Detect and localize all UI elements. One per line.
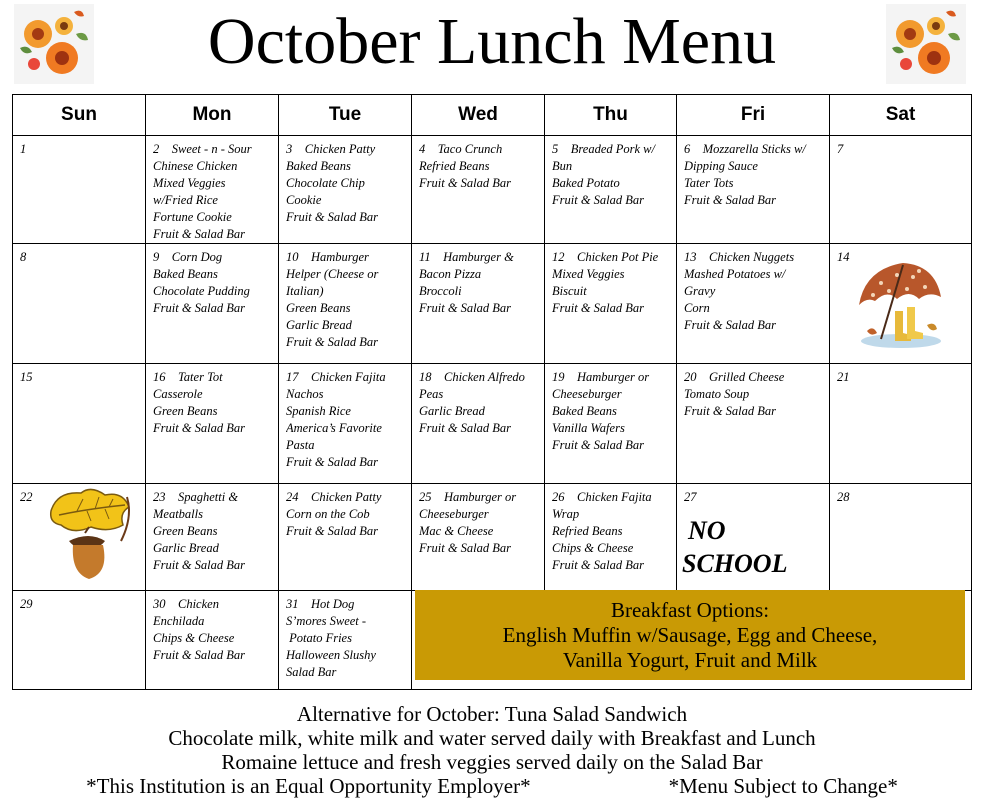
day-cell: [677, 364, 830, 484]
weekday-header: Fri: [677, 95, 830, 136]
menu-item: Baked Beans: [552, 404, 617, 418]
day-number-entry: 8: [20, 250, 27, 264]
menu-item: Biscuit: [552, 284, 587, 298]
day-number-entry: 7: [837, 142, 844, 156]
menu-item: Potato Fries: [286, 631, 352, 645]
day-number-entry: 19 Hamburger or: [552, 370, 650, 384]
weekday-header: Thu: [545, 95, 677, 136]
day-cell: [677, 244, 830, 364]
menu-item: Chips & Cheese: [552, 541, 634, 555]
menu-item: Fruit & Salad Bar: [419, 421, 512, 435]
week-row: [13, 244, 972, 364]
day-cell: [545, 364, 677, 484]
menu-item: Casserole: [153, 387, 203, 401]
day-cell: [545, 244, 677, 364]
footer-line: Romaine lettuce and fresh veggies served daily on the Salad Bar: [221, 750, 763, 774]
footer-line: Chocolate milk, white milk and water served daily with Breakfast and Lunch: [168, 726, 816, 750]
autumn-flowers-icon: [886, 4, 966, 84]
menu-item: Italian): [286, 284, 324, 298]
day-cell: [412, 484, 545, 591]
menu-item: Refried Beans: [552, 524, 623, 538]
menu-item: Baked Beans: [153, 267, 218, 281]
footer-disclaimer-row: [0, 774, 984, 798]
autumn-flowers-icon: [14, 4, 94, 84]
autumn-leaf-acorn-icon: [47, 487, 133, 581]
menu-item: Chocolate Pudding: [153, 284, 250, 298]
day-cell: [146, 136, 279, 244]
menu-item: Broccoli: [419, 284, 462, 298]
week-row: [13, 136, 972, 244]
menu-item: Mashed Potatoes w/: [684, 267, 786, 281]
day-cell: [146, 484, 279, 591]
menu-item: Garlic Bread: [286, 318, 352, 332]
menu-item: w/Fried Rice: [153, 193, 218, 207]
no-school-note: [684, 514, 823, 580]
day-cell: [279, 591, 412, 690]
menu-item: Fruit & Salad Bar: [684, 193, 777, 207]
day-number-entry: 16 Tater Tot: [153, 370, 223, 384]
menu-item: Halloween Slushy: [286, 648, 376, 662]
menu-item: S’mores Sweet -: [286, 614, 367, 628]
menu-item: Enchilada: [153, 614, 205, 628]
breakfast-options-box: [415, 590, 965, 680]
day-number-entry: 25 Hamburger or: [419, 490, 517, 504]
weekday-header: Sun: [13, 95, 146, 136]
day-number-entry: 5 Breaded Pork w/: [552, 142, 655, 156]
day-cell: [545, 484, 677, 591]
day-number-entry: 30 Chicken: [153, 597, 219, 611]
no-school-line: NO: [688, 516, 726, 545]
menu-item: Baked Beans: [286, 159, 351, 173]
day-cell: [677, 484, 830, 591]
menu-item: Fruit & Salad Bar: [552, 193, 645, 207]
menu-item: Chinese Chicken: [153, 159, 238, 173]
day-number-entry: 26 Chicken Fajita: [552, 490, 652, 504]
day-cell: [279, 244, 412, 364]
menu-item: Chips & Cheese: [153, 631, 235, 645]
day-number-entry: 22: [20, 490, 33, 504]
day-number-entry: 21: [837, 370, 850, 384]
day-number-entry: 29: [20, 597, 33, 611]
menu-item: Bacon Pizza: [419, 267, 482, 281]
menu-item: Dipping Sauce: [684, 159, 758, 173]
menu-change-note: *Menu Subject to Change*: [668, 774, 898, 798]
menu-item: Fruit & Salad Bar: [286, 524, 379, 538]
day-number-entry: 1: [20, 142, 27, 156]
day-cell: [677, 136, 830, 244]
day-cell: [13, 136, 146, 244]
menu-item: Green Beans: [286, 301, 351, 315]
menu-item: Green Beans: [153, 524, 218, 538]
day-number-entry: 4 Taco Crunch: [419, 142, 503, 156]
breakfast-line: English Muffin w/Sausage, Egg and Cheese,: [502, 623, 878, 647]
day-number-entry: 24 Chicken Patty: [286, 490, 382, 504]
breakfast-line: Vanilla Yogurt, Fruit and Milk: [562, 648, 818, 672]
menu-item: Fruit & Salad Bar: [153, 301, 246, 315]
menu-item: Cheeseburger: [552, 387, 622, 401]
menu-item: Nachos: [286, 387, 324, 401]
menu-item: Garlic Bread: [419, 404, 485, 418]
day-number-entry: 14: [837, 250, 850, 264]
breakfast-heading: Breakfast Options:: [610, 598, 770, 622]
menu-item: Garlic Bread: [153, 541, 219, 555]
day-cell: [146, 364, 279, 484]
menu-item: Helper (Cheese or: [286, 267, 379, 281]
day-number-entry: 10 Hamburger: [286, 250, 369, 264]
week-row: [13, 364, 972, 484]
day-number-entry: 3 Chicken Patty: [286, 142, 376, 156]
day-cell: [412, 364, 545, 484]
menu-item: Fruit & Salad Bar: [684, 318, 777, 332]
menu-item: Tomato Soup: [684, 387, 750, 401]
menu-item: Tater Tots: [684, 176, 734, 190]
no-school-line: SCHOOL: [682, 549, 788, 578]
weekday-header: Mon: [146, 95, 279, 136]
menu-item: Fruit & Salad Bar: [419, 301, 512, 315]
menu-item: Spanish Rice: [286, 404, 351, 418]
week-row: [13, 484, 972, 591]
menu-item: Meatballs: [153, 507, 203, 521]
day-number-entry: 18 Chicken Alfredo: [419, 370, 525, 384]
day-cell: [412, 136, 545, 244]
weekday-header: Wed: [412, 95, 545, 136]
umbrella-rain-boots-icon: [851, 255, 945, 351]
menu-item: Mixed Veggies: [153, 176, 226, 190]
day-cell: [279, 364, 412, 484]
day-cell: [13, 244, 146, 364]
menu-item: Baked Potato: [552, 176, 620, 190]
day-number-entry: 6 Mozzarella Sticks w/: [684, 142, 806, 156]
day-number-entry: 31 Hot Dog: [286, 597, 355, 611]
day-number-entry: 28: [837, 490, 850, 504]
menu-item: Chocolate Chip: [286, 176, 365, 190]
day-number-entry: 17 Chicken Fajita: [286, 370, 386, 384]
menu-item: Fruit & Salad Bar: [419, 541, 512, 555]
day-cell: [830, 484, 972, 591]
menu-item: Fruit & Salad Bar: [153, 558, 246, 572]
menu-item: America’s Favorite: [286, 421, 382, 435]
menu-item: Fruit & Salad Bar: [153, 648, 246, 662]
day-cell: [279, 484, 412, 591]
day-number-entry: 23 Spaghetti &: [153, 490, 239, 504]
menu-item: Fruit & Salad Bar: [419, 176, 512, 190]
menu-item: Refried Beans: [419, 159, 490, 173]
weekday-header: Sat: [830, 95, 972, 136]
day-cell: [545, 136, 677, 244]
menu-item: Wrap: [552, 507, 580, 521]
day-cell: [146, 244, 279, 364]
day-number-entry: 11 Hamburger &: [419, 250, 514, 264]
weekday-header-row: [13, 95, 972, 136]
menu-item: Mixed Veggies: [552, 267, 625, 281]
day-cell: [830, 364, 972, 484]
day-number-entry: 12 Chicken Pot Pie: [552, 250, 659, 264]
menu-item: Peas: [419, 387, 444, 401]
menu-item: Green Beans: [153, 404, 218, 418]
menu-item: Pasta: [286, 438, 315, 452]
menu-item: Fortune Cookie: [153, 210, 232, 224]
menu-item: Fruit & Salad Bar: [552, 301, 645, 315]
day-number-entry: 20 Grilled Cheese: [684, 370, 785, 384]
menu-item: Fruit & Salad Bar: [286, 455, 379, 469]
menu-item: Cheeseburger: [419, 507, 489, 521]
weekday-header: Tue: [279, 95, 412, 136]
menu-item: Corn: [684, 301, 710, 315]
day-cell: [830, 136, 972, 244]
day-number-entry: 15: [20, 370, 33, 384]
day-number-entry: 13 Chicken Nuggets: [684, 250, 795, 264]
equal-opportunity-note: *This Institution is an Equal Opportunity Employer*: [86, 774, 531, 798]
day-number-entry: 9 Corn Dog: [153, 250, 223, 264]
footer-notes: [0, 702, 984, 798]
menu-item: Gravy: [684, 284, 716, 298]
menu-item: Salad Bar: [286, 665, 337, 679]
day-cell: [13, 591, 146, 690]
menu-item: Fruit & Salad Bar: [286, 335, 379, 349]
day-cell: [146, 591, 279, 690]
menu-item: Fruit & Salad Bar: [153, 227, 246, 241]
menu-item: Fruit & Salad Bar: [552, 438, 645, 452]
page-title: October Lunch Menu: [207, 5, 777, 78]
day-number-entry: 2 Sweet - n - Sour: [153, 142, 252, 156]
menu-item: Mac & Cheese: [419, 524, 494, 538]
menu-item: Fruit & Salad Bar: [684, 404, 777, 418]
menu-item: Vanilla Wafers: [552, 421, 625, 435]
day-cell: [13, 364, 146, 484]
menu-item: Fruit & Salad Bar: [552, 558, 645, 572]
menu-item: Fruit & Salad Bar: [286, 210, 379, 224]
menu-item: Corn on the Cob: [286, 507, 370, 521]
menu-item: Bun: [552, 159, 573, 173]
menu-item: Cookie: [286, 193, 322, 207]
day-cell: [412, 244, 545, 364]
day-cell: [279, 136, 412, 244]
day-number-entry: 27: [684, 490, 697, 504]
menu-item: Fruit & Salad Bar: [153, 421, 246, 435]
footer-line: Alternative for October: Tuna Salad Sandwich: [296, 702, 688, 726]
